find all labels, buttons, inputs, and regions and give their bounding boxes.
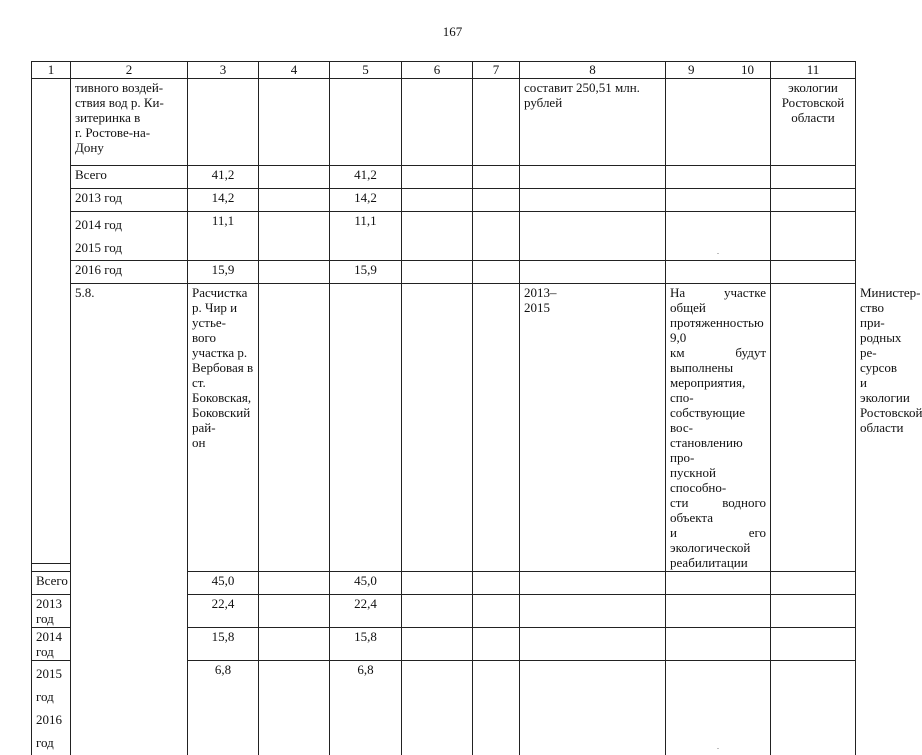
block2-description-line: пускной способно- <box>670 465 766 495</box>
block2-name-row: 5.8. Расчистка р. Чир и устье- вого участка р. Вербовая в ст. Боковская, Боковский рай- он 2013– 2015 На участке общей протяженностью 9,0 км будут выполнены мероприятия, спо- собствующие вос- становлению про- пускной способно- сти водного объекта и его экологической реабилитации Министер- ство при- родных ре- сурсов и экологии Ростовской области <box>32 284 856 572</box>
block1-2013-label: 2013 год <box>71 189 188 212</box>
header-cell-1: 1 <box>32 62 71 79</box>
block2-description-line: протяженностью 9,0 <box>670 315 766 345</box>
block2-number-cell: 5.8. <box>71 284 188 755</box>
column-header-row <box>32 62 856 79</box>
block2-2013-col3: 22,4 <box>188 595 259 628</box>
block2-description-line: сти водного объекта <box>670 495 766 525</box>
block1-description-line: рублей <box>524 95 661 110</box>
block1-2013-col3: 14,2 <box>188 189 259 212</box>
block2-total-col3: 45,0 <box>188 572 259 595</box>
block2-name-line: Вербовая в ст. <box>192 360 254 390</box>
block2-period-cell <box>520 284 666 572</box>
block1-2014-label: 2014 год <box>75 213 183 236</box>
block2-name-line: он <box>192 435 254 450</box>
block1-responsible-line: области <box>775 110 851 125</box>
block1-responsible-line: экологии <box>775 80 851 95</box>
block2-name-line: вого участка р. <box>192 330 254 360</box>
block1-number-cell <box>32 79 71 572</box>
block1-2014-2015-row <box>32 212 856 261</box>
block2-2015-label: 2015 год <box>36 662 66 708</box>
block2-period-line: 2013– <box>524 285 661 300</box>
block1-2013-row <box>32 189 856 212</box>
header-cell-10: 10 <box>741 62 754 77</box>
block2-description-line: собствующие вос- <box>670 405 766 435</box>
table-bottom-stub-line <box>31 563 70 564</box>
page-number: 167 <box>0 24 905 40</box>
block2-2013-col5: 22,4 <box>330 595 402 628</box>
block1-2014-col3: 11,1 <box>188 212 259 261</box>
block2-2013-label: 2013 год <box>32 595 71 628</box>
scan-speck: . <box>717 742 719 751</box>
header-cell-3: 3 <box>188 62 259 79</box>
block1-name-row <box>32 79 856 166</box>
block1-responsible-cell <box>771 79 856 166</box>
block2-description-line: и его экологической <box>670 525 766 555</box>
block1-name-line: Дону <box>75 140 183 155</box>
block2-name-line: Боковский рай- <box>192 405 254 435</box>
block2-description-line: становлению про- <box>670 435 766 465</box>
block1-description-cell <box>520 79 666 166</box>
block2-period-line: 2015 <box>524 300 661 315</box>
block2-name-line: Боковская, <box>192 390 254 405</box>
block1-name-line: зитеринка в <box>75 110 183 125</box>
block2-total-label: Всего <box>32 572 71 595</box>
block1-2016-label: 2016 год <box>71 261 188 284</box>
block2-name-cell <box>188 284 259 572</box>
header-cell-2: 2 <box>71 62 188 79</box>
block1-2016-col3: 15,9 <box>188 261 259 284</box>
block1-total-row <box>32 166 856 189</box>
block2-2014-col5: 15,8 <box>330 628 402 661</box>
block2-2015-col3: 6,8 <box>188 661 259 755</box>
header-cell-5: 5 <box>330 62 402 79</box>
block1-2016-row <box>32 261 856 284</box>
block2-2015-col5: 6,8 <box>330 661 402 755</box>
block2-name-line: Расчистка <box>192 285 254 300</box>
block2-description-line: км будут выполнены <box>670 345 766 375</box>
block2-2014-label: 2014 год <box>32 628 71 661</box>
block2-name-line: р. Чир и устье- <box>192 300 254 330</box>
block1-name-line: ствия вод р. Ки- <box>75 95 183 110</box>
block1-total-col5: 41,2 <box>330 166 402 189</box>
header-cell-9: 9 <box>688 62 695 77</box>
block1-2015-label: 2015 год <box>75 236 183 259</box>
block1-2014-col5: 11,1 <box>330 212 402 261</box>
block1-name-line: тивного воздей- <box>75 80 183 95</box>
block2-description-line: мероприятия, спо- <box>670 375 766 405</box>
scan-speck: . <box>717 247 719 256</box>
block2-2014-col3: 15,8 <box>188 628 259 661</box>
block1-name-line: г. Ростове-на- <box>75 125 183 140</box>
block2-description-line: На участке общей <box>670 285 766 315</box>
block1-total-col3: 41,2 <box>188 166 259 189</box>
header-cell-8: 8 <box>520 62 666 79</box>
header-cell-11: 11 <box>771 62 856 79</box>
block1-description-line: составит 250,51 млн. <box>524 80 661 95</box>
header-cell-7: 7 <box>473 62 520 79</box>
block2-2016-label: 2016 год <box>36 708 66 754</box>
measures-table <box>31 61 856 755</box>
block2-total-col5: 45,0 <box>330 572 402 595</box>
block1-total-label: Всего <box>71 166 188 189</box>
block1-name-cell <box>71 79 188 166</box>
header-cell-6: 6 <box>402 62 473 79</box>
block1-responsible-line: Ростовской <box>775 95 851 110</box>
header-cell-4: 4 <box>259 62 330 79</box>
block2-description-line: реабилитации <box>670 555 766 570</box>
block1-2013-col5: 14,2 <box>330 189 402 212</box>
block1-2016-col5: 15,9 <box>330 261 402 284</box>
block2-description-cell <box>666 284 771 572</box>
header-cell-9-10 <box>666 62 771 79</box>
